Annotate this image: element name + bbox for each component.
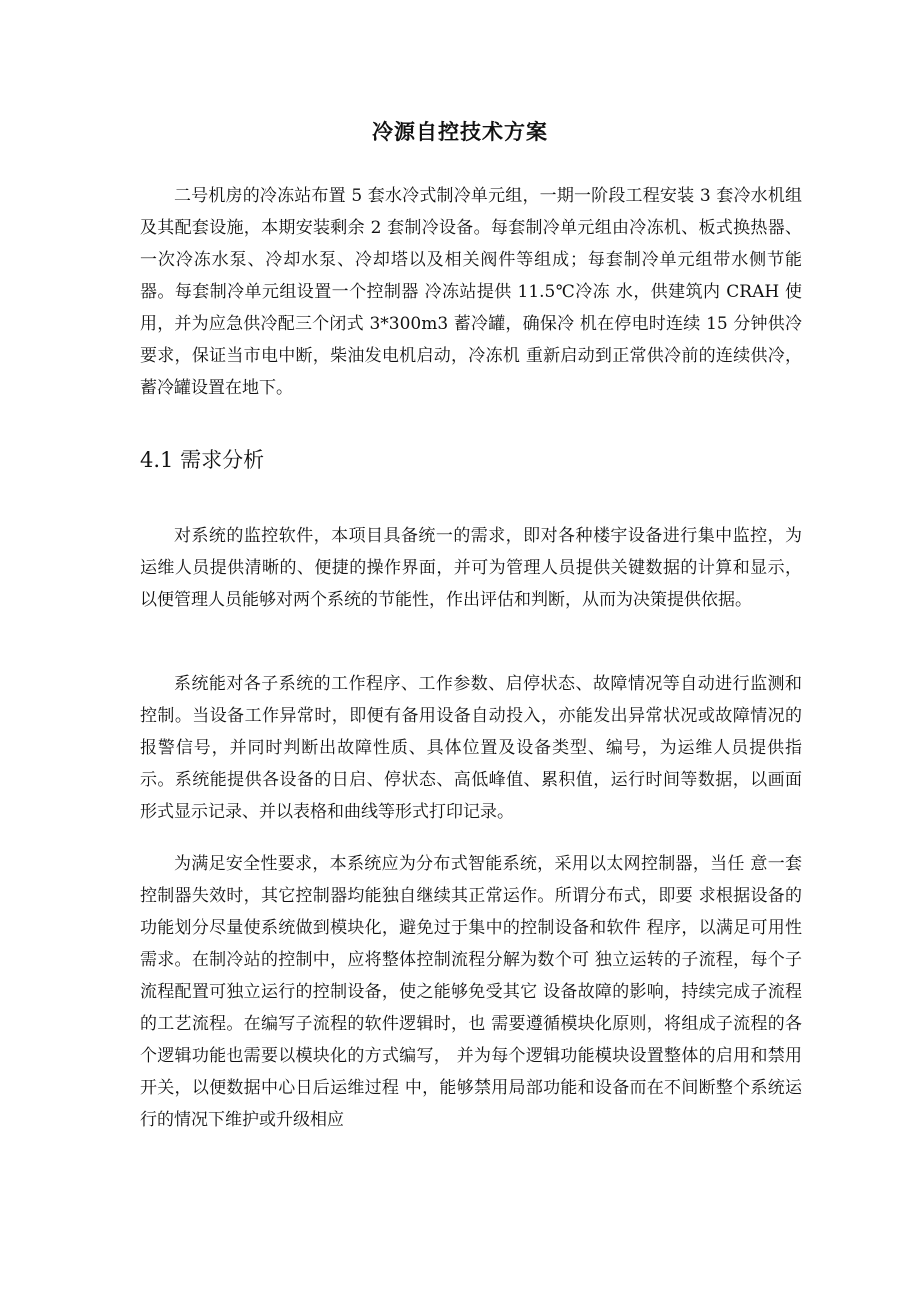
- body-paragraph-2: 系统能对各子系统的工作程序、工作参数、启停状态、故障情况等自动进行监测和控制。当设备工作异常时，即便有备用设备自动投入，亦能发出异常状况或故障情况的报警信号，并同时判断出故障性质、具体位置及设备类型、编号，为运维人员提供指示。系统能提供各设备的日启、停状态、高低峰值、累积值，运行时间等数据，以画面形式显示记录、并以表格和曲线等形式打印记录。: [140, 674, 802, 822]
- body-paragraph-3: 为满足安全性要求，本系统应为分布式智能系统，采用以太网控制器，当任 意一套控制器失效时，其它控制器均能独自继续其正常运作。所谓分布式，即要 求根据设备的功能划分尽量使系统做到模块化，避免过于集中的控制设备和软件 程序，以满足可用性需求。在制冷站的控制中，应将整体控制流程分解为数个可 独立运转的子流程，每个子流程配置可独立运行的控制设备，使之能够免受其它 设备故障的影响，持续完成子流程的工艺流程。在编写子流程的软件逻辑时，也 需要遵循模块化原则，将组成子流程的各个逻辑功能也需要以模块化的方式编写， 并为每个逻辑功能模块设置整体的启用和禁用开关，以便数据中心日后运维过程 中，能够禁用局部功能和设备而在不间断整个系统运行的情况下维护或升级相应: [140, 854, 802, 1130]
- section-heading: 4.1 需求分析: [140, 448, 265, 472]
- document-title: 冷源自控技术方案: [372, 119, 548, 144]
- intro-paragraph: 二号机房的冷冻站布置 5 套水冷式制冷单元组，一期一阶段工程安装 3 套冷水机组及其配套设施，本期安装剩余 2 套制冷设备。每套制冷单元组由冷冻机、板式换热器、一次冷冻水泵、冷却水泵、冷却塔以及相关阀件等组成；每套制冷单元组带水侧节能器。每套制冷单元组设置一个控制器 冷冻站提供 11.5℃冷冻 水，供建筑内 CRAH 使用，并为应急供冷配三个闭式 3*300m3 蓄冷罐，确保冷 机在停电时连续 15 分钟供冷要求，保证当市电中断，柴油发电机启动，冷冻机 重新启动到正常供冷前的连续供冷，蓄冷罐设置在地下。: [140, 186, 802, 398]
- body-paragraph-1: 对系统的监控软件，本项目具备统一的需求，即对各种楼宇设备进行集中监控，为运维人员提供清晰的、便捷的操作界面，并可为管理人员提供关键数据的计算和显示，以便管理人员能够对两个系统的节能性，作出评估和判断，从而为决策提供依据。: [140, 526, 802, 610]
